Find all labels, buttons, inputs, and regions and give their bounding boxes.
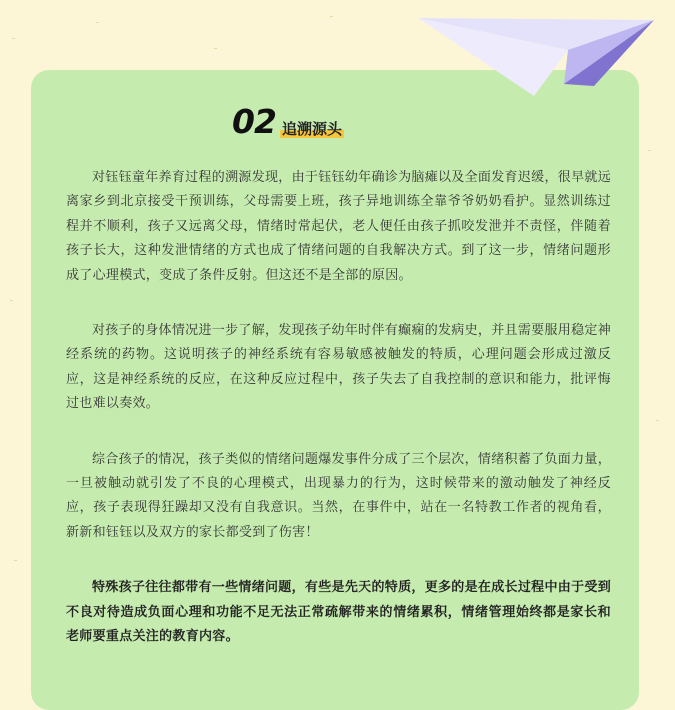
background-speck <box>10 300 13 301</box>
paragraph-conclusion: 特殊孩子往往都带有一些情绪问题，有些是先天的特质，更多的是在成长过程中由于受到不良对待造成负面心理和功能不足无法正常疏解带来的情绪累积，情绪管理始终都是家长和老师要重点关注的教育内容。 <box>66 580 611 645</box>
background-speck <box>96 22 99 23</box>
background-speck <box>14 560 17 561</box>
section-number: 02 <box>232 102 276 141</box>
article-body <box>66 166 611 681</box>
background-speck <box>214 48 217 49</box>
paragraph-origin: 对钰钰童年养育过程的溯源发现，由于钰钰幼年确诊为脑瘫以及全面发育迟缓，很早就远离家乡到北京接受干预训练，父母需要上班，孩子异地训练全靠爷爷奶奶看护。显然训练过程并不顺利，孩子又远离父母，情绪时常起伏，老人便任由孩子抓咬发泄并不责怪，伴随着孩子长大，这种发泄情绪的方式也成了情绪问题的自我解决方式。到了这一步，情绪问题形成了心理模式，变成了条件反射。但这还不是全部的原因。 <box>66 170 611 283</box>
background-speck <box>648 150 651 151</box>
section-heading <box>232 102 342 142</box>
paragraph-physical: 对孩子的身体情况进一步了解，发现孩子幼年时伴有癫痫的发病史，并且需要服用稳定神经系统的药物。这说明孩子的神经系统有容易敏感被触发的特质，心理问题会形成过激反应，这是神经系统的反应，在这种反应过程中，孩子失去了自我控制的意识和能力，批评悔过也难以奏效。 <box>66 323 611 412</box>
section-title: 追溯源头 <box>281 120 342 138</box>
background-speck <box>656 420 659 421</box>
background-speck <box>330 16 333 17</box>
section-title-wrap <box>282 119 342 139</box>
background-speck <box>12 38 15 39</box>
paragraph-summary: 综合孩子的情况，孩子类似的情绪问题爆发事件分成了三个层次，情绪积蓄了负面力量，一旦被触动就引发了不良的心理模式，出现暴力的行为，这时候带来的激动触发了神经反应，孩子表现得狂躁却又没有自我意识。当然，在事件中，站在一名特教工作者的视角看，新新和钰钰以及双方的家长都受到了伤害！ <box>66 451 611 540</box>
paper-plane-icon <box>418 0 658 100</box>
